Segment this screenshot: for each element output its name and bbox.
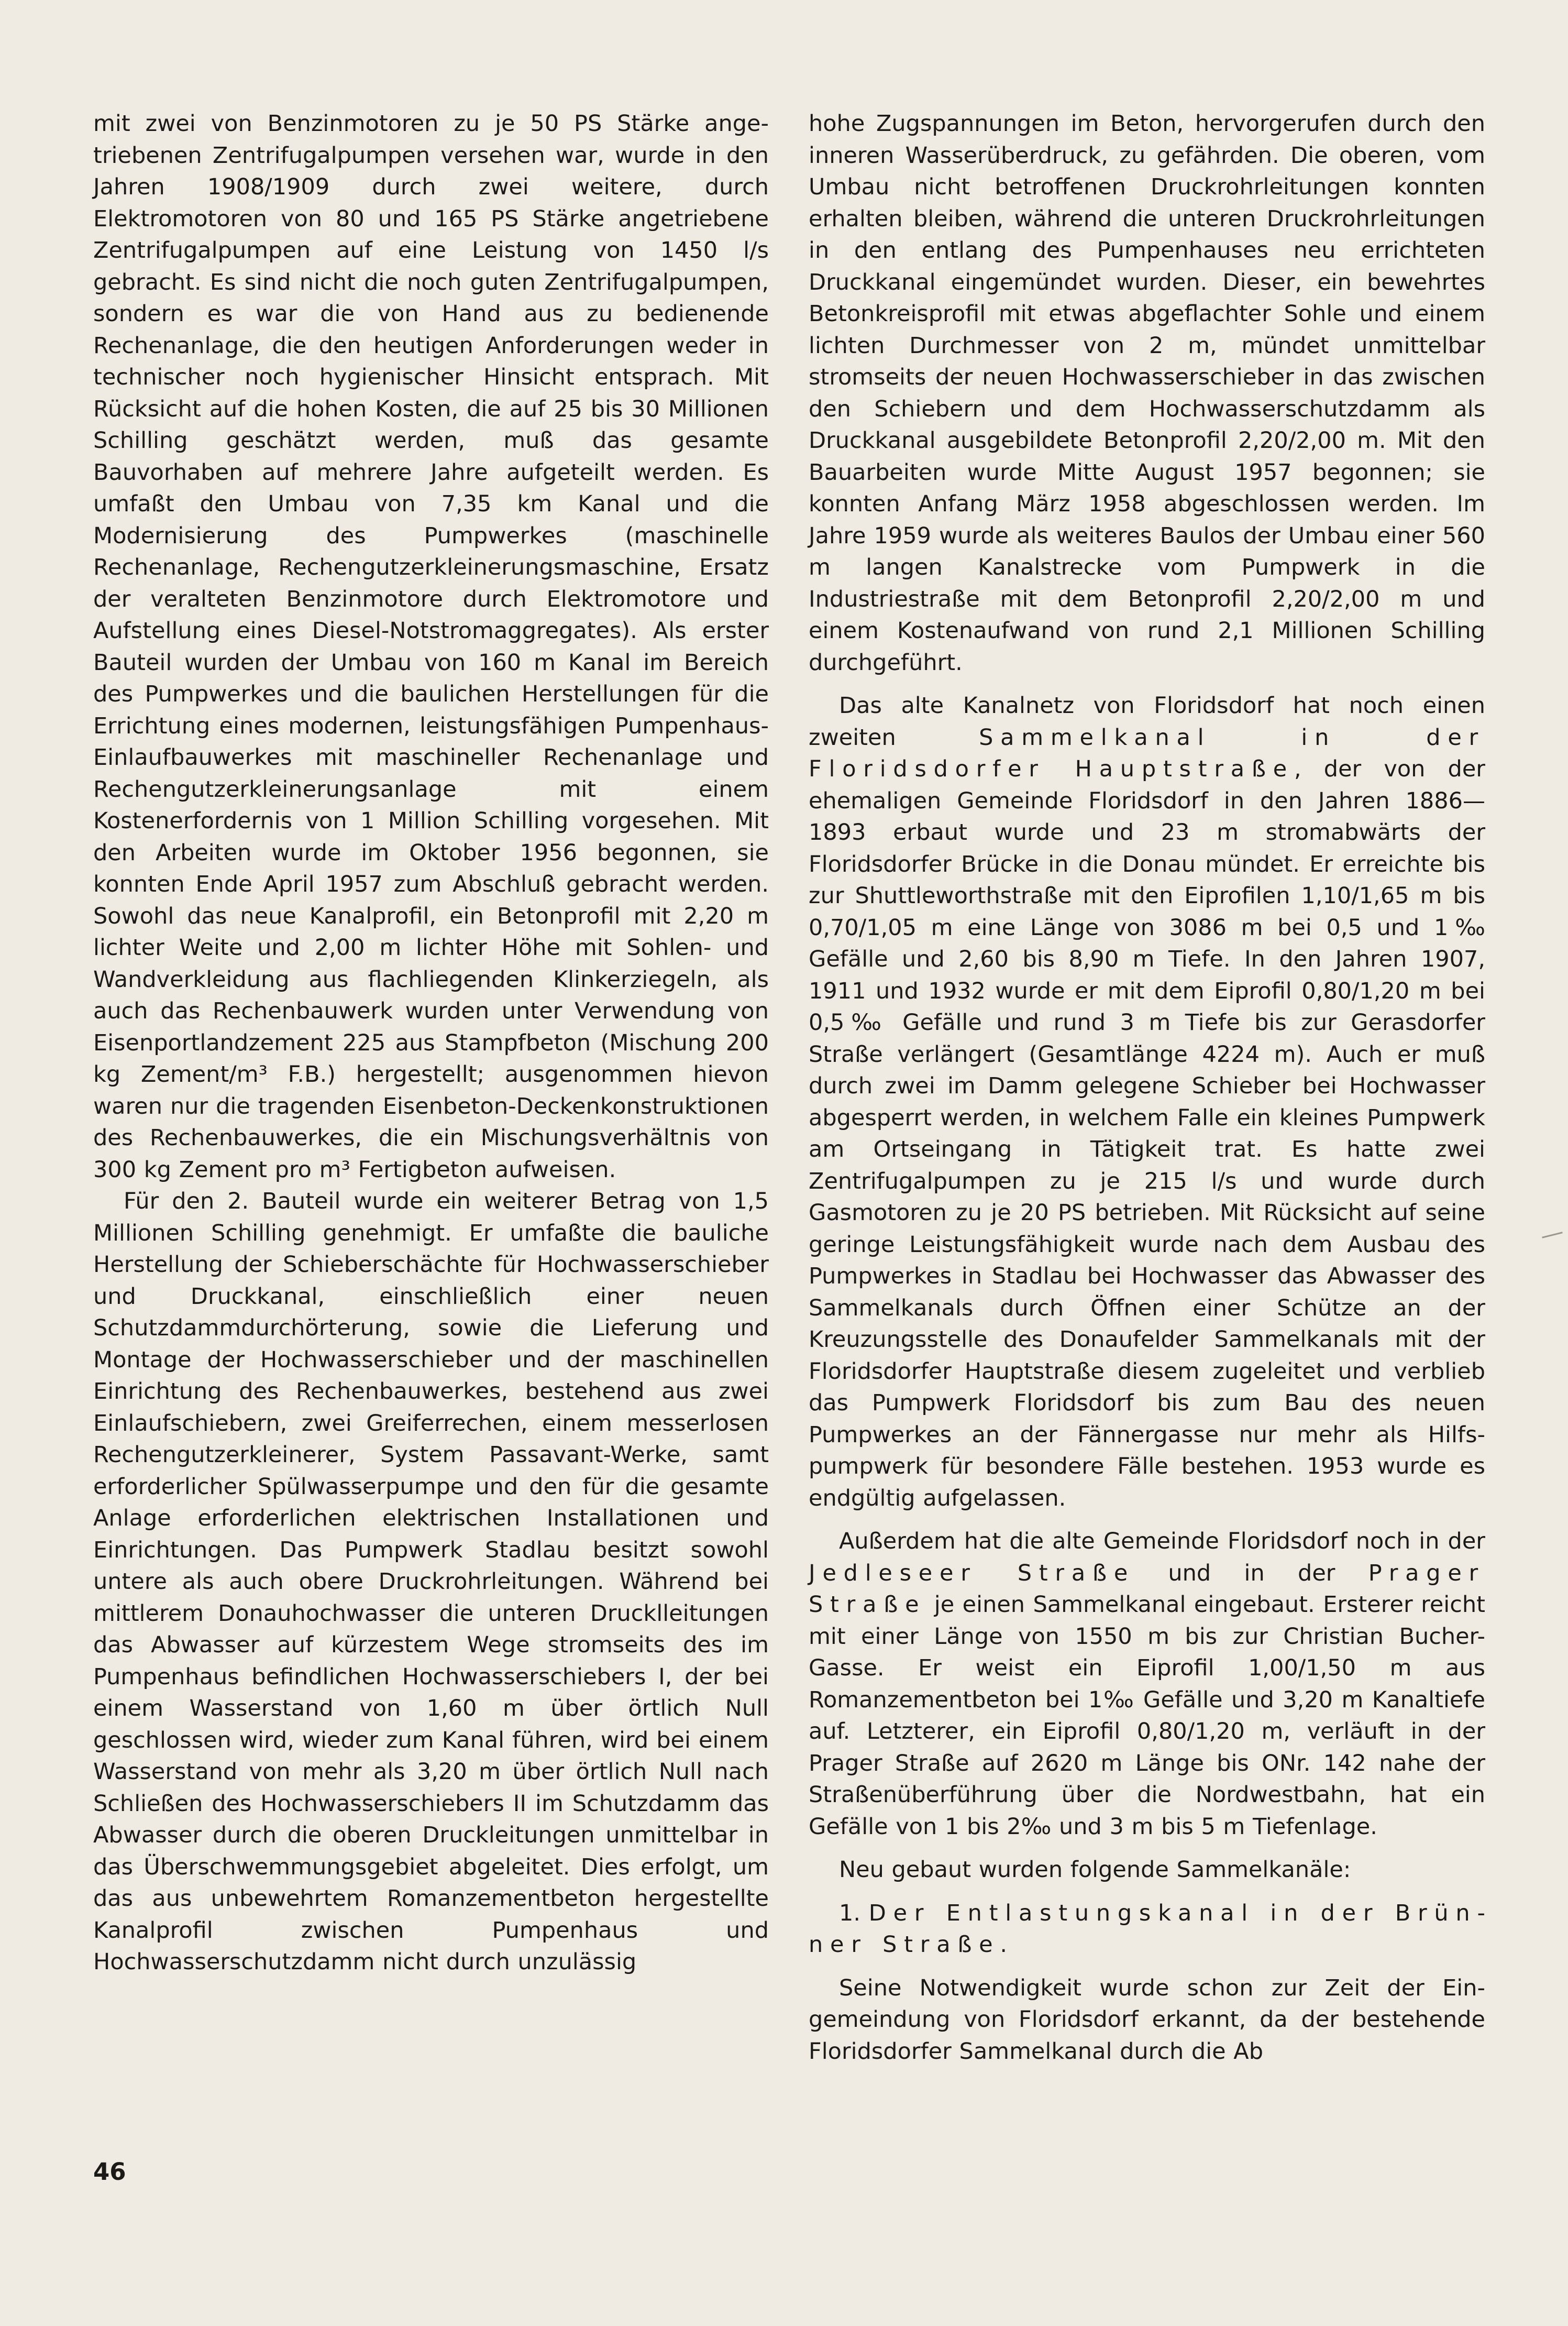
section-title-end: .	[1000, 1932, 1008, 1958]
spaced-street-name: Jedleseer Straße	[809, 1560, 1135, 1586]
left-paragraph-1: mit zwei von Benzinmotoren zu je 50 PS Stärke angetriebenen Zentrifugalpumpen versehen war, wurde in den Jahren 1908/1909 durch zwei weitere, durch Elektromotoren von 80 und 165 PS Stärke angetriebene Zentrifugalpumpen auf eine Leistung von 1450 l/s gebracht. Es sind nicht die noch guten Zentrifugalpumpen, sondern es war die von Hand aus zu bedienende Rechenanlage, die den heutigen Anforderungen weder in technischer noch hygienischer Hinsicht entsprach. Mit Rücksicht auf die hohen Kosten, die auf 25 bis 30 Millionen Schilling geschätzt werden, muß das gesamte Bauvorhaben auf mehrere Jahre aufgeteilt werden. Es umfaßt den Umbau von 7,35 km Kanal und die Modernisierung des Pumpwerkes (maschinelle Rechenanlage, Rechengutzerkleinerungsmaschine, Ersatz der veralteten Benzinmotore durch Elektromotore und Aufstellung eines Diesel-Notstromaggregates). Als erster Bauteil wurden der Umbau von 160 m Kanal im Bereich des Pumpwerkes und die baulichen Herstellungen für die Errichtung eines modernen, leistungsfähigen Pumpenhaus-Einlaufbauwerkes mit maschineller Rechenanlage und Rechengutzerkleinerungsanlage mit einem Kostenerfordernis von 1 Million Schilling vorgesehen. Mit den Arbeiten wurde im Oktober 1956 begonnen, sie konnten Ende April 1957 zum Abschluß gebracht werden. Sowohl das neue Kanalprofil, ein Betonprofil mit 2,20 m lichter Weite und 2,00 m lichter Höhe mit Sohlen- und Wandverkleidung aus flachliegenden Klinkerziegeln, als auch das Rechenbauwerk wurden unter Verwendung von Eisenportlandzement 225 aus Stampfbeton (Mischung 200 kg Zement/m³ F.B.) hergestellt; ausgenommen hievon waren nur die tragenden Eisenbeton-Deckenkonstruktionen des Rechenbauwerkes, die ein Mischungsverhältnis von 300 kg Zement pro m³ Fertigbeton aufweisen.	[93, 111, 769, 1183]
right-column	[809, 108, 1485, 2067]
paragraph-text: Das alte Kanalnetz von Floridsdorf hat noch einen zweiten	[809, 693, 1485, 751]
right-paragraph-2	[809, 690, 1485, 1514]
right-paragraph-3	[809, 1526, 1485, 1842]
right-paragraph-6: Seine Notwendigkeit wurde schon zur Zeit der Eingemeindung von Floridsdorf erkannt, da der bestehende Floridsdorfer Sammelkanal durch die Ab	[809, 1974, 1485, 2065]
page-number: 46	[93, 2158, 126, 2186]
spaced-street-name: Sammelkanal in der Floridsdorfer Hauptstraße	[809, 724, 1485, 782]
section-heading	[809, 1897, 1485, 1961]
spaced-section-title: Der Entlastungskanal in der Brünner Straße	[809, 1900, 1485, 1958]
left-paragraph-2: Für den 2. Bauteil wurde ein weiterer Betrag von 1,5 Millionen Schilling genehmigt. Er umfaßte die bauliche Herstellung der Schieberschächte für Hochwasserschieber und Druckkanal, einschließlich einer neuen Schutzdammdurchörterung, sowie die Lieferung und Montage der Hochwasserschieber und der maschinellen Einrichtung des Rechenbauwerkes, bestehend aus zwei Einlaufschiebern, zwei Greiferrechen, einem messerlosen Rechengutzerkleinerer, System Passavant-Werke, samt erforderlicher Spülwasserpumpe und den für die gesamte Anlage erforderlichen elektrischen Installationen und Einrichtungen. Das Pumpwerk Stadlau besitzt sowohl untere als auch obere Druckrohrleitungen. Während bei mittlerem Donauhochwasser die unteren Drucklleitungen das Abwasser auf kürzestem Wege stromseits des im Pumpenhaus befindlichen Hochwasserschiebers I, der bei einem Wasserstand von 1,60 m über örtlich Null geschlossen wird, wieder zum Kanal führen, wird bei einem Wasserstand von mehr als 3,20 m über örtlich Null nach Schließen des Hochwasserschiebers II im Schutzdamm das Abwasser durch die oberen Druckleitungen unmittelbar in das Überschwemmungsgebiet abgeleitet. Dies erfolgt, um das aus unbewehrtem Romanzementbeton hergestellte Kanalprofil zwischen Pumpenhaus und Hochwasserschutzdamm nicht durch unzulässig	[93, 1188, 769, 1975]
paragraph-text: und in der	[1135, 1560, 1368, 1586]
right-paragraph-4: Neu gebaut wurden folgende Sammelkanäle:	[839, 1857, 1351, 1883]
right-paragraph-1: hohe Zugspannungen im Beton, hervorgerufen durch den inneren Wasserüberdruck, zu gefährden. Die oberen, vom Umbau nicht betroffenen Druckrohrleitungen konnten erhalten bleiben, während die unteren Druckrohrleitungen in den entlang des Pumpenhauses neu errichteten Druckkanal eingemündet wurden. Dieser, ein bewehrtes Betonkreisprofil mit etwas abgeflachter Sohle und einem lichten Durchmesser von 2 m, mündet unmittelbar stromseits der neuen Hochwasserschieber in das zwischen den Schiebern und dem Hochwasserschutzdamm als Druckkanal ausgebildete Betonprofil 2,20/2,00 m. Mit den Bauarbeiten wurde Mitte August 1957 begonnen; sie konnten Anfang März 1958 abgeschlossen werden. Im Jahre 1959 wurde als weiteres Baulos der Umbau einer 560 m langen Kanalstrecke vom Pumpwerk in die Industriestraße mit dem Betonprofil 2,20/2,00 m und einem Kostenaufwand von rund 2,1 Millionen Schilling durchgeführt.	[809, 111, 1485, 676]
paragraph-text: Außerdem hat die alte Gemeinde Floridsdorf noch in der	[839, 1528, 1485, 1554]
section-number: 1.	[839, 1900, 869, 1926]
paragraph-text: , der von der ehemaligen Gemeinde Floridsdorf in den Jahren 1886—1893 erbaut wurde und 23 m stromabwärts der Floridsdorfer Brücke in die Donau mündet. Er erreichte bis zur Shuttleworthstraße mit den Eiprofilen 1,10/1,65 m bis 0,70/1,05 m eine Länge von 3086 m bei 0,5 und 1‰ Gefälle und 2,60 bis 8,90 m Tiefe. In den Jahren 1907, 1911 und 1932 wurde er mit dem Eiprofil 0,80/1,20 m bei 0,5‰ Gefälle und rund 3 m Tiefe bis zur Gerasdorfer Straße verlängert (Gesamtlänge 4224 m). Auch er muß durch zwei im Damm gelegene Schieber bei Hochwasser abgesperrt werden, in welchem Falle ein kleines Pumpwerk am Ortseingang in Tätigkeit trat. Es hatte zwei Zentrifugalpumpen zu je 215 l/s und wurde durch Gasmotoren zu je 20 PS betrieben. Mit Rücksicht auf seine geringe Leistungsfähigkeit wurde nach dem Ausbau des Pumpwerkes in Stadlau bei Hochwasser das Abwasser des Sammelkanals durch Öffnen einer Schütze an der Kreuzungsstelle des Donaufelder Sammelkanals mit der Floridsdorfer Hauptstraße diesem zugeleitet und verblieb das Pumpwerk Floridsdorf bis zum Bau des neuen Pumpwerkes an der Fännergasse nur mehr als Hilfspumpwerk für besondere Fälle bestehen. 1953 wurde es endgültig aufgelassen.	[809, 756, 1485, 1511]
paragraph-text: je einen Sammelkanal eingebaut. Ersterer reicht mit einer Länge von 1550 m bis zur Christian Bucher-Gasse. Er weist ein Eiprofil 1,00/1,50 m aus Romanzementbeton bei 1‰ Gefälle und 3,20 m Kanaltiefe auf. Letzterer, ein Eiprofil 0,80/1,20 m, verläuft in der Prager Straße auf 2620 m Länge bis ONr. 142 nahe der Straßenüberführung über die Nordwestbahn, hat ein Gefälle von 1 bis 2‰ und 3 m bis 5 m Tiefenlage.	[809, 1592, 1485, 1840]
margin-pencil-mark	[1542, 1232, 1563, 1238]
spaced-street-name: Prager Straße	[809, 1560, 1485, 1618]
left-column	[93, 108, 769, 1978]
